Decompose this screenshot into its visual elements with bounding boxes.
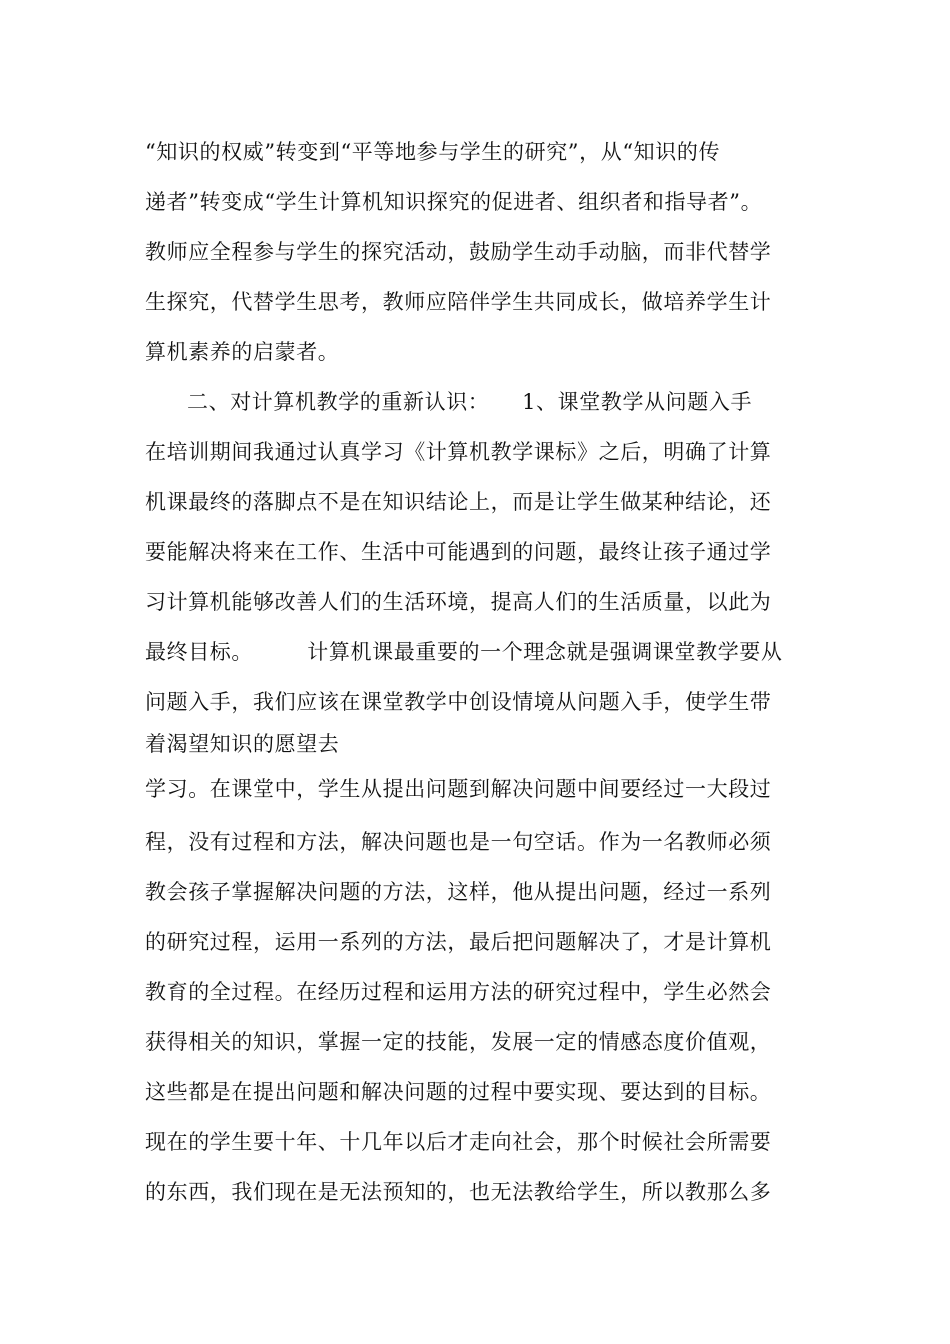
text-line: 问题入手，我们应该在课堂教学中创设情境从问题入手，使学生带	[145, 690, 772, 714]
text-line: 最终目标。 计算机课最重要的一个理念就是强调课堂教学要从	[145, 640, 783, 664]
text-line: 程，没有过程和方法，解决问题也是一句空话。作为一名教师必须	[145, 830, 772, 854]
text-line: 习计算机能够改善人们的生活环境，提高人们的生活质量，以此为	[145, 590, 772, 614]
text-line: 递者”转变成“学生计算机知识探究的促进者、组织者和指导者”。	[145, 190, 763, 214]
text-line: 教会孩子掌握解决问题的方法，这样，他从提出问题，经过一系列	[145, 880, 772, 904]
text-line: 生探究，代替学生思考，教师应陪伴学生共同成长，做培养学生计	[145, 290, 772, 314]
text-line: 学习。在课堂中，学生从提出问题到解决问题中间要经过一大段过	[145, 777, 772, 801]
text-line: 算机素养的启蒙者。	[145, 340, 340, 364]
text-line: 机课最终的落脚点不是在知识结论上，而是让学生做某种结论，还	[145, 490, 772, 514]
text-line: 教育的全过程。在经历过程和运用方法的研究过程中，学生必然会	[145, 980, 772, 1004]
text-line: 的研究过程，运用一系列的方法，最后把问题解决了，才是计算机	[145, 930, 772, 954]
section-heading-line: 二、对计算机教学的重新认识： 1、课堂教学从问题入手	[187, 390, 753, 414]
text-line: 教师应全程参与学生的探究活动，鼓励学生动手动脑，而非代替学	[145, 240, 772, 264]
text-line: 要能解决将来在工作、生活中可能遇到的问题，最终让孩子通过学	[145, 540, 772, 564]
body-text	[145, 127, 825, 1217]
text-line: 着渴望知识的愿望去	[145, 732, 340, 756]
text-line: 获得相关的知识，掌握一定的技能，发展一定的情感态度价值观，	[145, 1030, 772, 1054]
text-line: 这些都是在提出问题和解决问题的过程中要实现、要达到的目标。	[145, 1080, 772, 1104]
text-line: 在培训期间我通过认真学习《计算机教学课标》之后，明确了计算	[145, 440, 772, 464]
text-line: “知识的权威”转变到“平等地参与学生的研究”，从“知识的传	[145, 140, 721, 164]
text-line: 的东西，我们现在是无法预知的，也无法教给学生，所以教那么多	[145, 1180, 772, 1204]
text-line: 现在的学生要十年、十几年以后才走向社会，那个时候社会所需要	[145, 1130, 772, 1154]
